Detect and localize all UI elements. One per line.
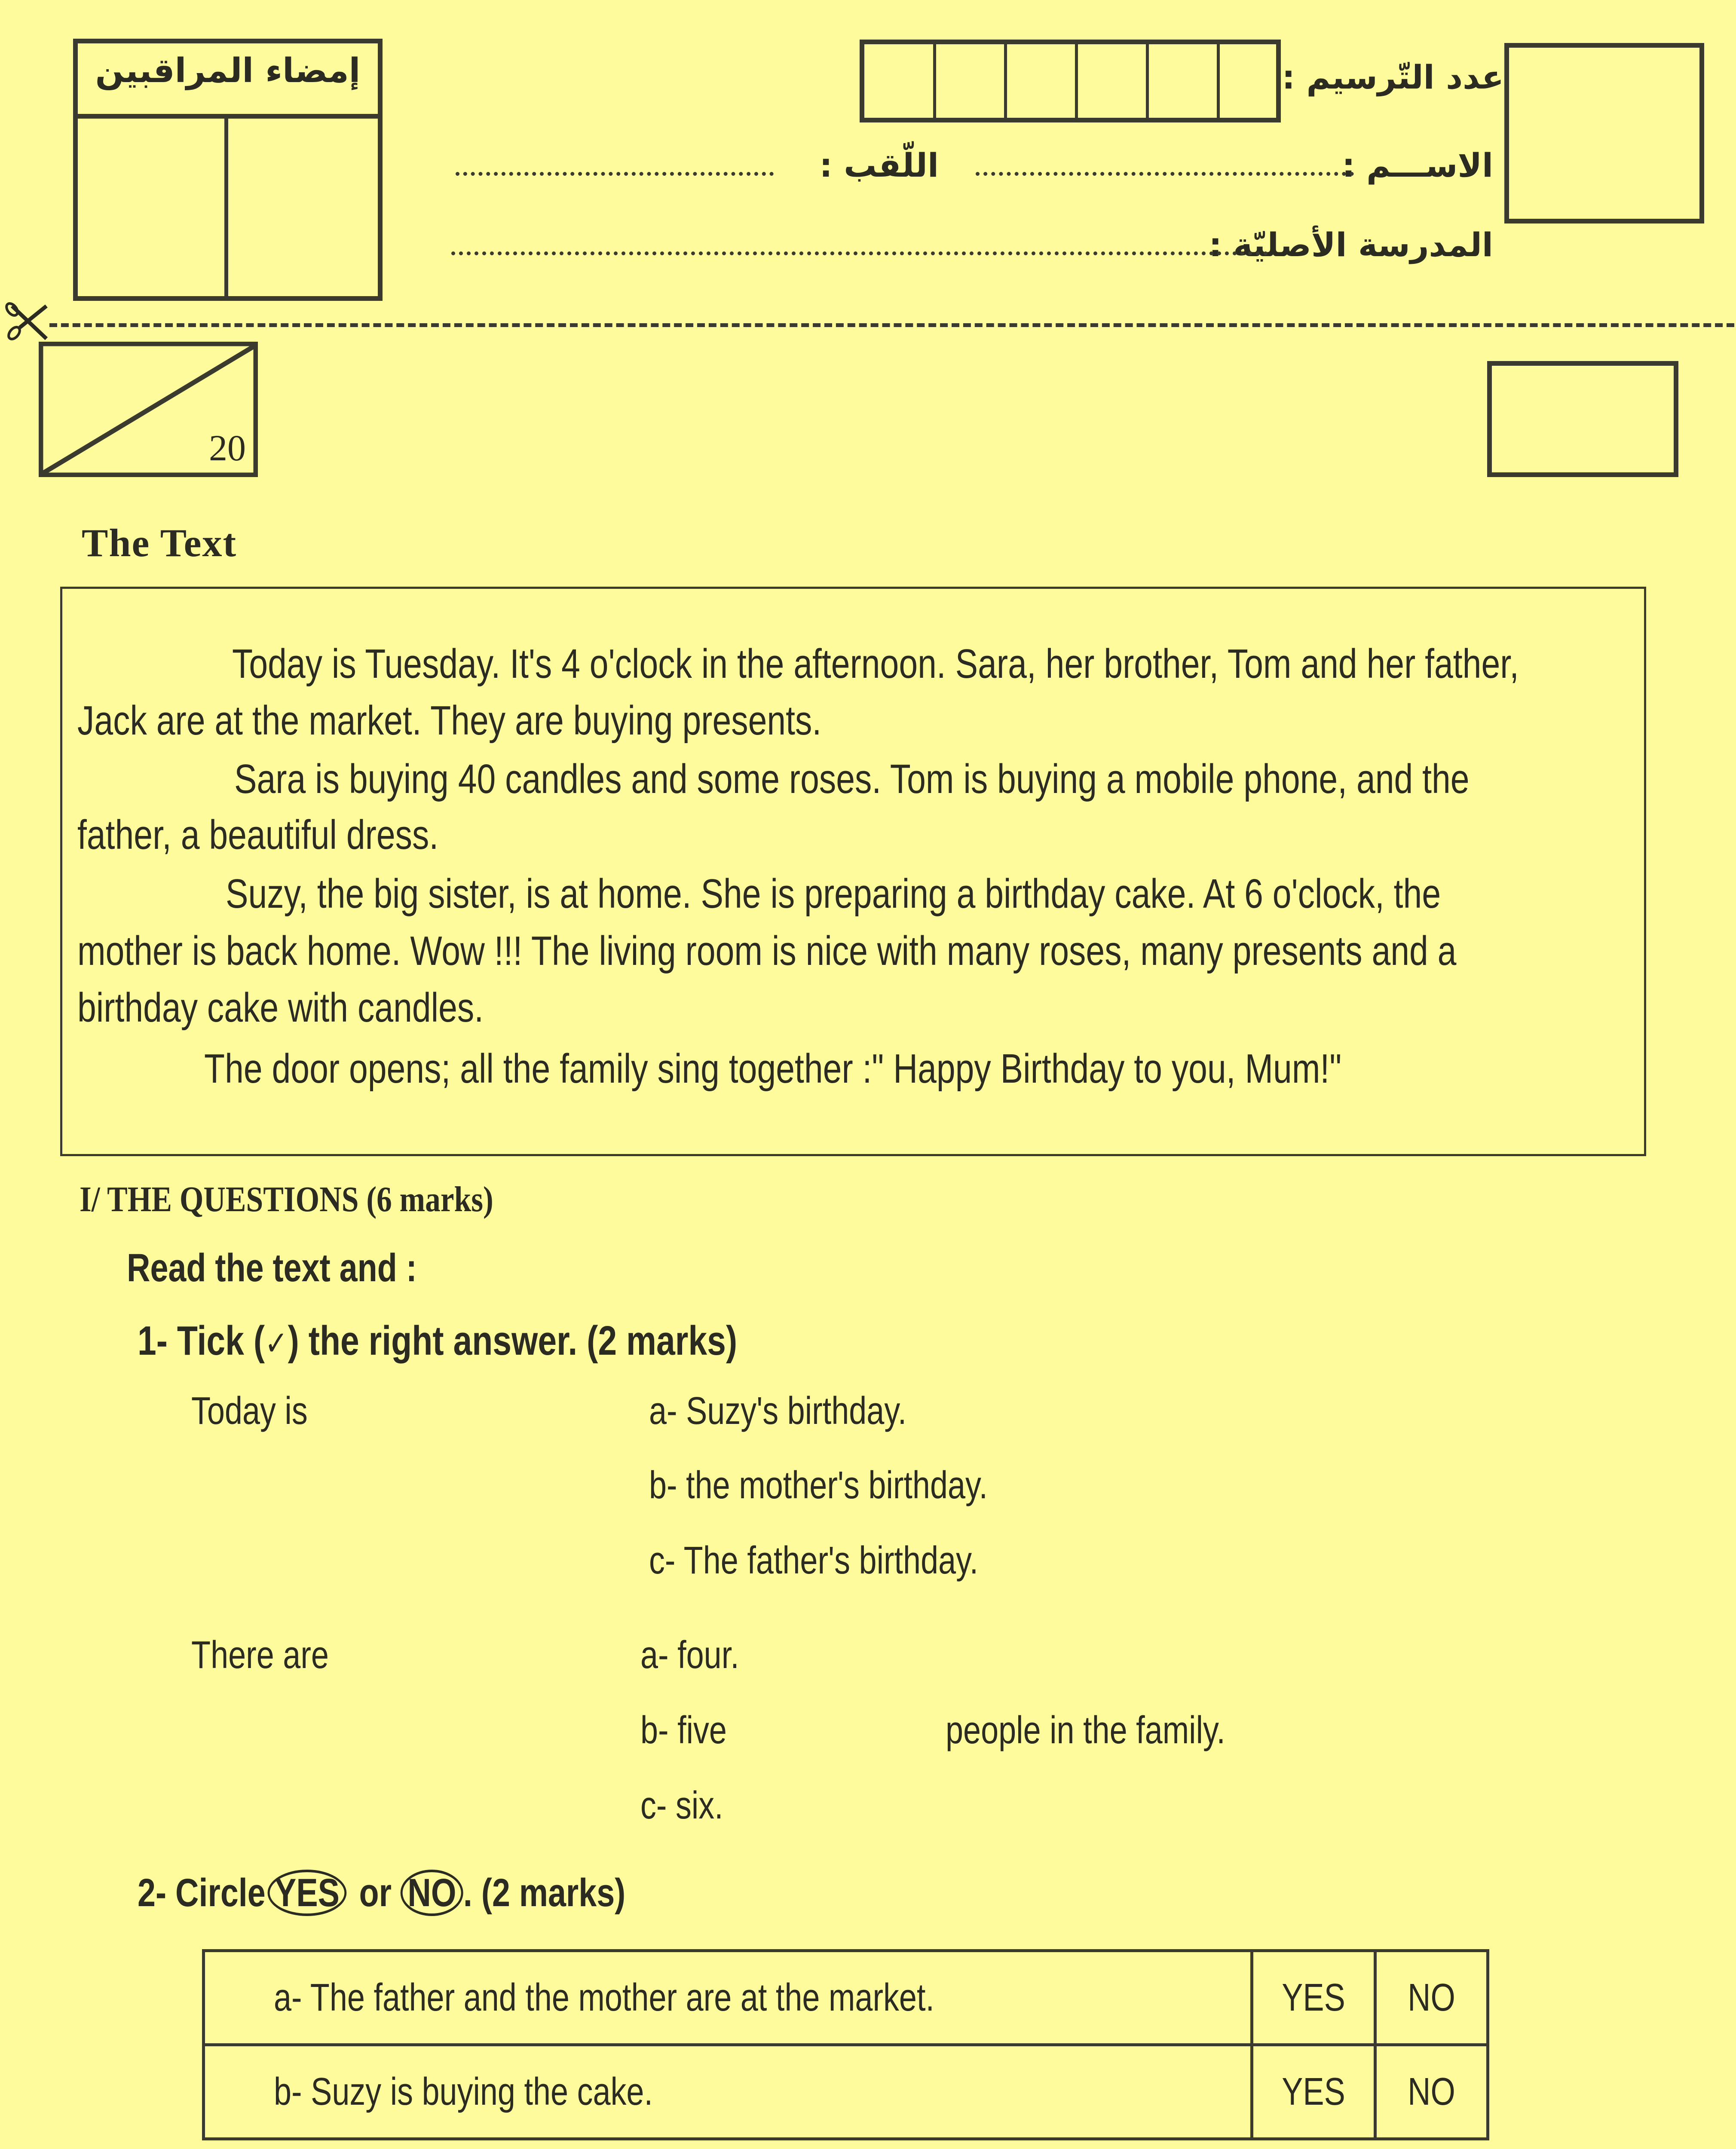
photo-box	[1504, 43, 1704, 223]
passage-line-2: Jack are at the market. They are buying presents.	[77, 698, 822, 744]
q1-title	[138, 1317, 737, 1365]
passage-line-7: birthday cake with candles.	[77, 985, 484, 1031]
registration-digit-4[interactable]	[1078, 44, 1149, 118]
questions-title: I/ THE QUESTIONS (6 marks)	[80, 1179, 493, 1219]
no-option-b[interactable]: NO	[1408, 2070, 1455, 2113]
q1a-option-b[interactable]: b- the mother's birthday.	[649, 1464, 988, 1507]
observers-signature-divider-v	[224, 114, 228, 301]
q1a-stem: Today is	[191, 1390, 308, 1433]
yes-cell[interactable]	[1252, 1951, 1375, 2045]
last-name-label: اللّقب :	[819, 146, 939, 184]
no-cell[interactable]	[1375, 1951, 1488, 2045]
q2-yes-circled: YES	[268, 1870, 347, 1916]
no-option-a[interactable]: NO	[1408, 1976, 1455, 2019]
q1b-option-a[interactable]: a- four.	[640, 1634, 739, 1677]
cut-line	[49, 323, 1734, 327]
q1b-stem: There are	[191, 1634, 329, 1677]
first-name-field[interactable]	[976, 172, 1354, 176]
passage-line-4: father, a beautiful dress.	[77, 812, 439, 858]
q2-or: or	[359, 1871, 392, 1915]
registration-digit-5[interactable]	[1149, 44, 1220, 118]
observers-signature-label: إمضاء المراقبين	[95, 52, 361, 90]
statement-cell	[204, 2045, 1252, 2139]
q1-title-pre: Tick (	[177, 1318, 265, 1364]
last-name-field[interactable]	[456, 172, 774, 176]
observer-signature-field-1[interactable]	[80, 120, 221, 297]
observer-signature-field-2[interactable]	[230, 120, 376, 297]
registration-digit-6[interactable]	[1220, 44, 1276, 118]
q2-title	[138, 1870, 625, 1916]
q2-title-post: . (2 marks)	[463, 1871, 626, 1915]
yes-option-a[interactable]: YES	[1282, 1976, 1345, 2019]
statement-b: b- Suzy is buying the cake.	[274, 2070, 653, 2113]
q1b-option-b[interactable]: b- five	[640, 1709, 727, 1752]
school-label: المدرسة الأصليّة :	[1209, 226, 1493, 264]
q1a-option-a[interactable]: a- Suzy's birthday.	[649, 1390, 907, 1433]
grade-box	[1487, 361, 1678, 477]
scissors-icon	[3, 301, 51, 344]
registration-digit-2[interactable]	[936, 44, 1007, 118]
yes-option-b[interactable]: YES	[1282, 2070, 1345, 2113]
yes-no-table	[202, 1949, 1489, 2140]
questions-instruction: Read the text and :	[127, 1246, 417, 1290]
q1a-option-c[interactable]: c- The father's birthday.	[649, 1539, 979, 1582]
statement-cell	[204, 1951, 1252, 2045]
yes-cell[interactable]	[1252, 2045, 1375, 2139]
school-field[interactable]	[451, 251, 1268, 255]
table-row	[204, 2045, 1488, 2139]
table-row	[204, 1951, 1488, 2045]
first-name-label: الاســـم :	[1342, 146, 1493, 184]
q1b-suffix: people in the family.	[946, 1709, 1225, 1752]
passage-line-8: The door opens; all the family sing together :" Happy Birthday to you, Mum!"	[204, 1046, 1342, 1092]
q2-title-pre: 2- Circle	[138, 1871, 266, 1915]
q1b-option-c[interactable]: c- six.	[640, 1784, 723, 1827]
tick-icon: ✓	[265, 1324, 288, 1363]
passage-line-1: Today is Tuesday. It's 4 o'clock in the afternoon. Sara, her brother, Tom and her father,	[232, 641, 1519, 687]
score-max: 20	[209, 427, 246, 468]
passage-line-5: Suzy, the big sister, is at home. She is preparing a birthday cake. At 6 o'clock, the	[226, 871, 1441, 917]
no-cell[interactable]	[1375, 2045, 1488, 2139]
passage-line-6: mother is back home. Wow !!! The living room is nice with many roses, many presents and a	[77, 928, 1457, 974]
score-box	[39, 342, 258, 477]
registration-digit-1[interactable]	[864, 44, 936, 118]
q1-title-post: ) the right answer. (2 marks)	[288, 1318, 738, 1364]
q1-number: 1-	[138, 1318, 168, 1364]
registration-number-label: عدد التّرسيم :	[1282, 58, 1504, 96]
q2-no-circled: NO	[401, 1870, 463, 1916]
statement-a: a- The father and the mother are at the market.	[274, 1976, 934, 2019]
passage-line-3: Sara is buying 40 candles and some roses. Tom is buying a mobile phone, and the	[234, 756, 1470, 802]
registration-digit-3[interactable]	[1007, 44, 1078, 118]
text-title: The Text	[82, 521, 237, 565]
